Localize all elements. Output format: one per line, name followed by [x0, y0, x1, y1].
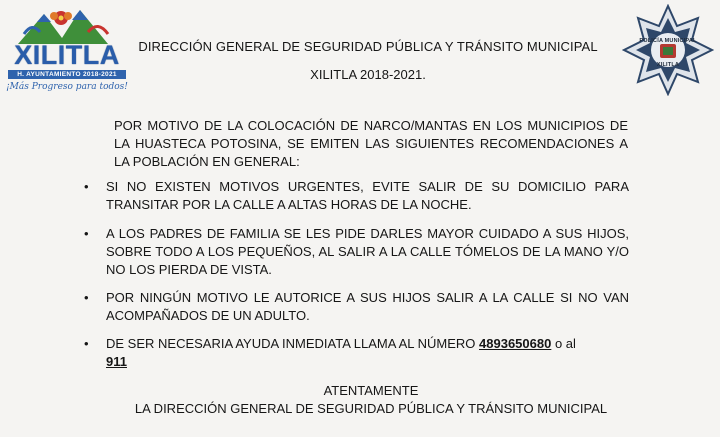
recommendation-text: SI NO EXISTEN MOTIVOS URGENTES, EVITE SALIR DE SU DOMICILIO PARA TRANSITAR POR LA CALLE A ALTAS HORAS DE LA NOCHE. — [106, 179, 629, 212]
emergency-text — [106, 335, 629, 371]
header-title: DIRECCIÓN GENERAL DE SEGURIDAD PÚBLICA Y TRÁNSITO MUNICIPAL — [138, 39, 598, 54]
emergency-short-number: 911 — [106, 354, 127, 369]
bullet-icon: • — [84, 336, 89, 351]
issuer-line: LA DIRECCIÓN GENERAL DE SEGURIDAD PÚBLICA Y TRÁNSITO MUNICIPAL — [134, 401, 608, 416]
header-subtitle: XILITLA 2018-2021. — [310, 67, 426, 82]
recommendation-text: A LOS PADRES DE FAMILIA SE LES PIDE DARLES MAYOR CUIDADO A SUS HIJOS, SOBRE TODO A LOS PEQUEÑOS, AL SALIR A LA CALLE TÓMELOS DE LA MANO Y/O NO LOS PIERDA DE VISTA. — [106, 226, 629, 277]
recommendation-item — [84, 225, 629, 279]
bullet-icon: • — [84, 179, 89, 194]
badge-text-bottom: XILITLA — [656, 62, 680, 68]
emergency-recommendation — [84, 335, 629, 371]
xilitla-municipal-logo — [4, 4, 130, 96]
bullet-icon: • — [84, 290, 89, 305]
intro-paragraph: POR MOTIVO DE LA COLOCACIÓN DE NARCO/MANTAS EN LOS MUNICIPIOS DE LA HUASTECA POTOSINA, SE EMITEN LAS SIGUIENTES RECOMENDACIONES A LA POBLACIÓN EN GENERAL: — [114, 118, 628, 169]
emergency-joiner: o al — [554, 336, 576, 351]
emergency-prefix: DE SER NECESARIA AYUDA INMEDIATA LLAMA AL NÚMERO — [106, 336, 476, 351]
recommendation-item — [84, 289, 629, 325]
logo-slogan: ¡Más Progreso para todos! — [6, 82, 128, 92]
logo-name: XILITLA — [14, 40, 120, 70]
emergency-phone-number: 4893650680 — [479, 336, 552, 351]
bullet-icon: • — [84, 226, 89, 241]
closing-line: ATENTAMENTE — [323, 383, 419, 398]
logo-band-text: H. AYUNTAMIENTO 2018-2021 — [8, 70, 126, 79]
police-star-badge-icon — [622, 4, 714, 96]
recommendation-text: POR NINGÚN MOTIVO LE AUTORICE A SUS HIJOS SALIR A LA CALLE SI NO VAN ACOMPAÑADOS DE UN ADULTO. — [106, 290, 629, 323]
recommendation-item — [84, 178, 629, 214]
police-badge — [622, 4, 714, 96]
badge-text-top: POLICÍA MUNICIPAL — [639, 38, 697, 44]
